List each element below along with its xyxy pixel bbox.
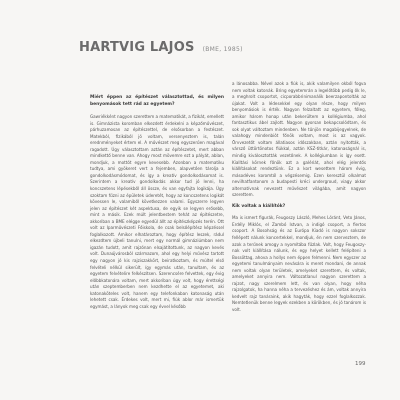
question-heading: Kik voltak a kiállítók? (232, 203, 286, 209)
answer-paragraph: Gawriékként nagyon szerettem a matematikát, a fizikát, emellett is. Gimnázista koromban elkezdett érdekelni a képzőművészet, párhuzamosan az építészettel, de elsősorban a festészet. Matekból, fizikából jó voltam, versenyeztem is, talán erednményeket értem el. A művészet meg egyszerűen magával ragadott. Úgy választottam aztán az építészetet, mert abban mindkettő benne van. Ahogy most mövemre ezt a pályát, ablan, mondjuk, a mottót egyre kevesebb. Azonban a matematiku tudtya, ami gyökeret vert a fejemben, alapvetően tárolja a gondolkodásmódomat, és így a kreatív gondolkodásomat is. Szerintem a kreatív gondolkodás akkor tud jó lenni, ha koncszetens lépésekből áll össze, és van egyfajta logikája. Úgy szoktam fűzni az épületek úderetét, hogy az koncszetens logikát kövessen le, valamiből következzen valami. Egyszerre legyen jelen az építészet két aspektusa, de egyik se legyen erősebb, mint a másik. Ezek múlt jelentbestem tehát az építészetre, akkoriban a BME elégge egyedül állt az építészképzés terén. Ott volt az Iparművészeti Főiskola, de csak belsőépítész képzéssel foglalkozott. Amikor elhatároztam, hogy építész leszek, rádul elkezdtem újbeli tanulni, mert egy normál gimnáziúmban nem igazán tudott, amit rajzónan elsajátítottunk, az nagyon kevés volt. Dunaújvárosból származom, ahol egy helyi művész tartott egy nagyon jó kis rajziszakkört, beiratkoztam, és múltel első felvételi nélkül sikerült, így egymás után, tanultam, és az egyetem felvételire felkészítsen. Szerencsére felvettek, egy évig előbbkatonára voltam, mert akkoriban úgy volt, hogy érettségi után szeptemberben nem kezdhette el az egyetemet, aki katonaköteles volt, hanem egy telefonkaban katonaság után lehetett csak. Érdekes volt, mert mi, fiúk ablor már ismertük egymást, a lányok meg csak egy évvel később (90, 114, 224, 309)
right-column (232, 81, 366, 314)
answer-paragraph: Ma is ismert figurák, Feugoszy László, Mehes Lóránt, Veto János, Erdély Miklós, el Zambó Istvan, a indigó csoport, a fiertos csoport. A Bosohság és az Európa Kiadó is nagyon sokszor fellépett nálunk koncertekkel, mondjuk, én nem szerveztem, de azok a terűnek amogy a nyomítába fűzlak. Volt, hogy Feugoszy-nak volt kiállítása nálunk, és egy helyet kellett felépíteni a Bossöttag, ahova a hollys nem éppen felmenni. Nem egyszer az egyetemi tanulmányaim nevására is meret mondani, de annak nem voltak olyan területek, amelyeket szerettem, és voltak, amelyeket annyira nem. Változatlanul nagyon szerettem a rajzot, nagy szerelmem lett, és van olyan, hogy néha rajzolgatok, ha hanna néha a tervezéshez és ám, voltak annyira kedvelt rajz tanáraink, akik hagyták, hogy ezzel foglalkozzak. Nemtetlenük benne legyek ezekben a körökben, és jó tanárom is volt. (232, 215, 366, 312)
answer-paragraph: a lánosabba. Nével azok a fiúk is, akik valamilyen okból fogva nem voltak katonák. Bring egyetemrán a legelőtöbb pedig ők le, a meghrolt csoportot, cicporabbrinimanálik beerzapontolták az újakat. Volt a lédesekkel egy olyan része, hogy milyen benyomásiok is érték. Nagyon felzaltatt az egyetem, főleg, amikor három honap után bekerültem a kollégiumba, ahol fantasztikus ábel zajlott. Nagyon gyorsan bekapcsolódtam, és sok olyat változtam mindenben. Ne tűnjön magabijegyelnek, de valahogy mindenbiót főnök voltam, most is az vagyok. Örvvezetőt voltam állatiasos időszakban, aztán nyitották, a vársző üttörtönotos fiúkkal, aztán KSZ-titkár, katonaságnál is, mindig kiválosztották vezetőnek. A kollégiumban is így esett. Kialltási körnek főnök azt a galériát, ahol elég jelentős kiállításokat rendeztünk. Ez a kort wesettem három évig, másodéves koromtól a végzésemig. Ezen keresztül olkalmat nevilhatfantonom a budapesti kréci undergroud, viagy akkor alternatívnak nevezett művészet világába, amit nagyon szerettem. (232, 81, 366, 198)
left-column (90, 95, 224, 310)
interviewee-years: (BME, 1985) (202, 46, 243, 53)
question-heading: Miért éppen az építészet választottad, és milyen benyomások tett rád az egyetem? (90, 95, 224, 107)
interviewee-name: HARTVIG LAJOS (79, 40, 195, 55)
interview-header (79, 36, 243, 55)
page-number: 199 (355, 361, 366, 367)
